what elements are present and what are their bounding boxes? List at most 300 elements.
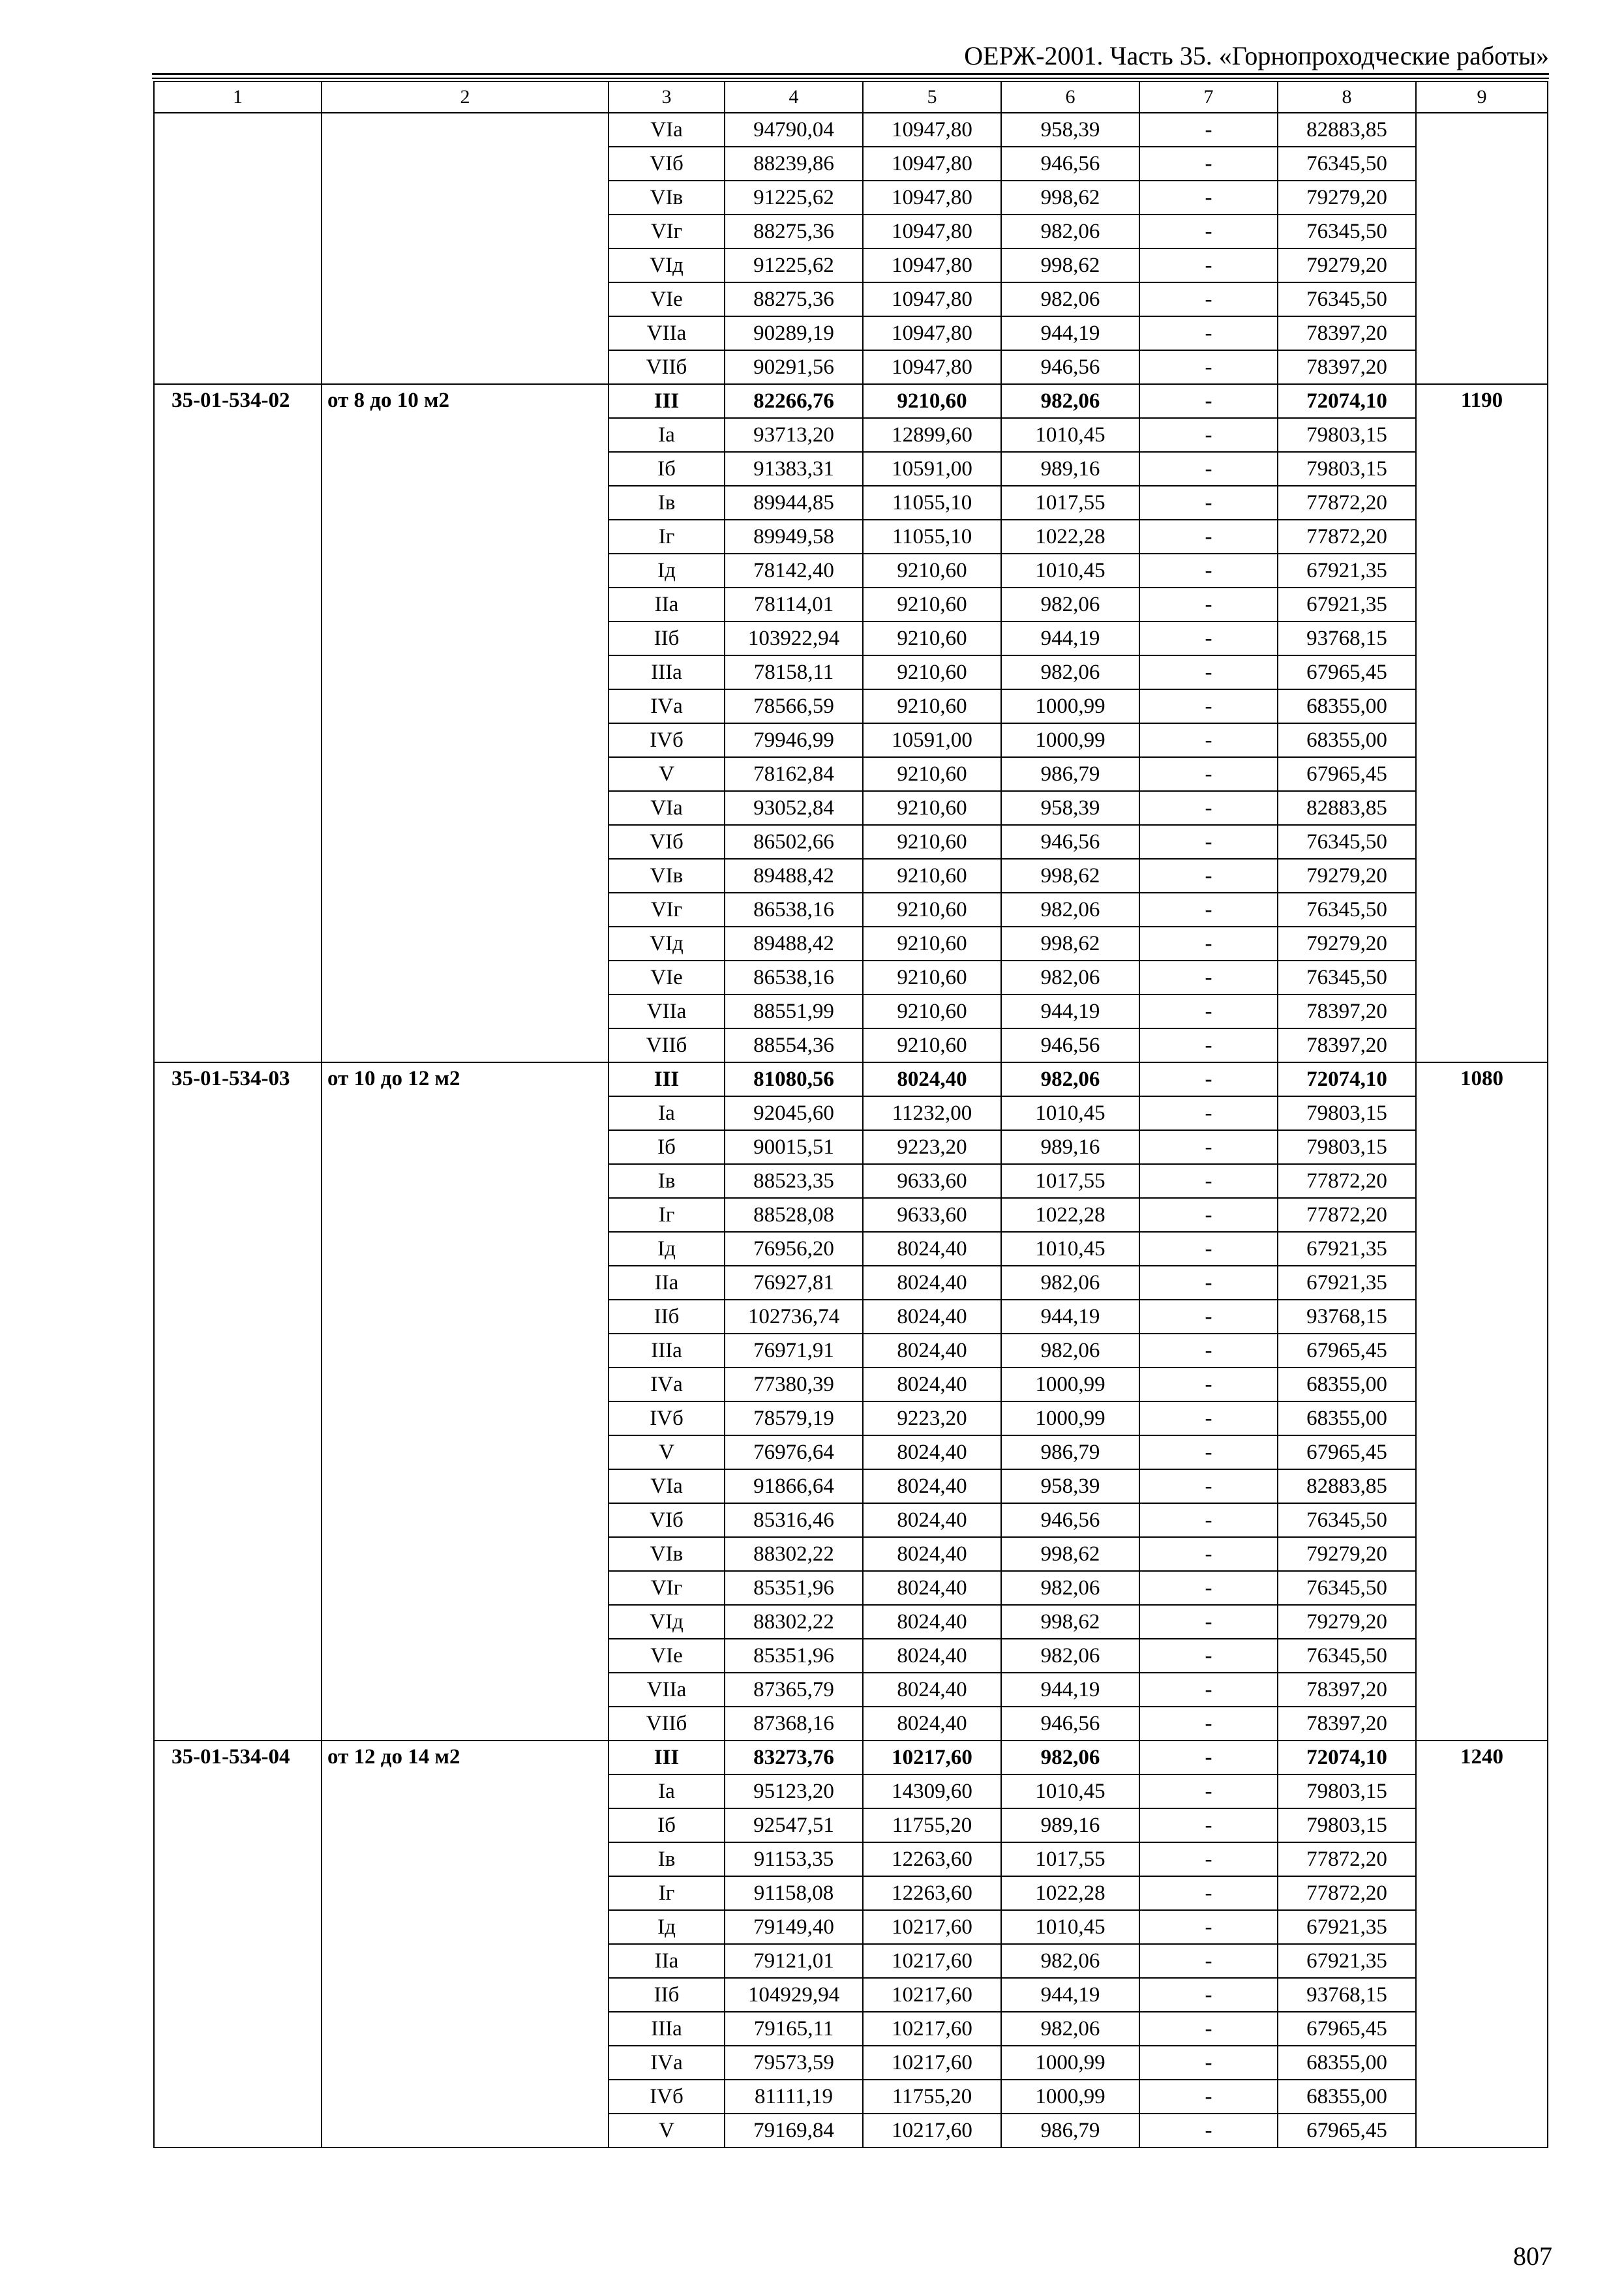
table-cell: 9633,60 [863,1198,1001,1232]
table-cell: - [1139,1164,1278,1198]
table-cell: 10217,60 [863,2046,1001,2080]
table-cell: IIб [609,621,725,655]
table-cell: 944,19 [1001,995,1139,1028]
table-cell: - [1139,248,1278,282]
table-cell: - [1139,1910,1278,1944]
table-cell: 76345,50 [1278,147,1416,181]
table-cell: 1000,99 [1001,723,1139,757]
table-cell: - [1139,147,1278,181]
table-cell: - [1139,1232,1278,1266]
table-cell: 79279,20 [1278,927,1416,961]
table-cell: - [1139,452,1278,486]
table-cell: VIд [609,1605,725,1639]
table-cell: 11055,10 [863,486,1001,520]
resource-code-cell: 35-01-534-02 [154,384,322,1062]
table-cell: 78397,20 [1278,316,1416,350]
table-cell: 78566,59 [725,689,863,723]
table-cell: 104929,94 [725,1978,863,2012]
table-cell: 77380,39 [725,1368,863,1401]
table-cell: 87368,16 [725,1707,863,1741]
column-number: 8 [1278,82,1416,113]
table-cell: 67921,35 [1278,1944,1416,1978]
table-cell: 85351,96 [725,1571,863,1605]
table-cell: 9210,60 [863,655,1001,689]
table-cell: 10947,80 [863,181,1001,215]
table-cell: 79279,20 [1278,1605,1416,1639]
table-cell: 79121,01 [725,1944,863,1978]
table-cell: 10217,60 [863,1741,1001,1774]
price-table [153,81,1548,2148]
table-cell: - [1139,1401,1278,1435]
table-cell: 78397,20 [1278,1028,1416,1062]
table-cell: 998,62 [1001,248,1139,282]
table-cell: 79803,15 [1278,452,1416,486]
table-cell: 93713,20 [725,418,863,452]
table-cell: IVа [609,689,725,723]
table-cell: 11755,20 [863,1808,1001,1842]
table-cell: 8024,40 [863,1503,1001,1537]
running-header: ОЕРЖ-2001. Часть 35. «Горнопроходческие работы» [964,41,1549,70]
cross-section-range-cell: от 8 до 10 м2 [322,384,609,1062]
table-cell: 76345,50 [1278,1571,1416,1605]
table-cell: 76345,50 [1278,1639,1416,1673]
table-cell: 998,62 [1001,927,1139,961]
table-cell: 78397,20 [1278,1673,1416,1707]
table-cell: 9210,60 [863,757,1001,791]
table-cell: VIа [609,1469,725,1503]
table-cell: 10947,80 [863,248,1001,282]
table-cell: 8024,40 [863,1469,1001,1503]
table-cell: VIIа [609,1673,725,1707]
table-cell: - [1139,2114,1278,2147]
table-cell: Iг [609,1198,725,1232]
table-cell: 982,06 [1001,1741,1139,1774]
table-cell: IIа [609,588,725,621]
table-cell: - [1139,486,1278,520]
table-cell: VIв [609,181,725,215]
table-cell: 67921,35 [1278,1232,1416,1266]
table-cell: 946,56 [1001,825,1139,859]
table-cell: 10947,80 [863,282,1001,316]
table-cell: VIе [609,1639,725,1673]
table-cell: VIг [609,893,725,927]
table-cell: 79803,15 [1278,1808,1416,1842]
table-cell: 77872,20 [1278,1164,1416,1198]
table-cell: 91866,64 [725,1469,863,1503]
table-cell: 67965,45 [1278,655,1416,689]
table-cell: 982,06 [1001,1062,1139,1096]
table-cell: 79279,20 [1278,1537,1416,1571]
table-cell: 998,62 [1001,1605,1139,1639]
table-cell: 78158,11 [725,655,863,689]
table-cell: 83273,76 [725,1741,863,1774]
table-cell: 76345,50 [1278,215,1416,248]
table-cell: 944,19 [1001,1673,1139,1707]
table-cell: 67921,35 [1278,554,1416,588]
table-cell: IIб [609,1978,725,2012]
column-number: 4 [725,82,863,113]
table-cell: 78114,01 [725,588,863,621]
table-cell: 982,06 [1001,1334,1139,1368]
table-cell: 93768,15 [1278,1978,1416,2012]
table-cell: Iб [609,1808,725,1842]
table-cell: 1022,28 [1001,1198,1139,1232]
table-cell: 67921,35 [1278,1910,1416,1944]
table-cell: 79169,84 [725,2114,863,2147]
table-cell: IIIа [609,1334,725,1368]
table-cell: 77872,20 [1278,1876,1416,1910]
table-cell: 944,19 [1001,621,1139,655]
table-cell: 10217,60 [863,1910,1001,1944]
table-cell: VIIб [609,350,725,384]
table-cell: 76927,81 [725,1266,863,1300]
table-cell: IVа [609,2046,725,2080]
table-cell: III [609,1741,725,1774]
table-cell: - [1139,1876,1278,1910]
table-cell: 92547,51 [725,1808,863,1842]
table-cell: 8024,40 [863,1232,1001,1266]
table-cell: 85351,96 [725,1639,863,1673]
table-row [154,384,1548,418]
table-cell: 8024,40 [863,1300,1001,1334]
table-cell: 81111,19 [725,2080,863,2114]
table-cell: 989,16 [1001,1808,1139,1842]
table-cell: 958,39 [1001,113,1139,147]
table-cell: 91158,08 [725,1876,863,1910]
table-cell: VIе [609,282,725,316]
table-cell: - [1139,1673,1278,1707]
table-cell: 9210,60 [863,554,1001,588]
table-cell: - [1139,1571,1278,1605]
table-cell: 9210,60 [863,859,1001,893]
table-cell: VIд [609,248,725,282]
table-cell: 88554,36 [725,1028,863,1062]
table-cell: 91383,31 [725,452,863,486]
table-cell: 982,06 [1001,655,1139,689]
table-cell: 1010,45 [1001,1910,1139,1944]
table-cell: 88275,36 [725,282,863,316]
table-cell: VIIа [609,316,725,350]
table-cell: 9633,60 [863,1164,1001,1198]
table-cell: - [1139,1537,1278,1571]
table-cell: 85316,46 [725,1503,863,1537]
table-cell: 79803,15 [1278,1130,1416,1164]
table-cell: 958,39 [1001,1469,1139,1503]
table-cell: - [1139,554,1278,588]
table-cell: - [1139,1435,1278,1469]
table-cell: 79573,59 [725,2046,863,2080]
table-cell: 76345,50 [1278,282,1416,316]
table-cell: 946,56 [1001,1503,1139,1537]
table-cell: 72074,10 [1278,1741,1416,1774]
table-cell: 1017,55 [1001,486,1139,520]
table-cell: - [1139,757,1278,791]
table-cell: 11232,00 [863,1096,1001,1130]
table-cell: - [1139,2046,1278,2080]
table-cell: VIг [609,215,725,248]
table-cell: 982,06 [1001,588,1139,621]
table-cell: 8024,40 [863,1707,1001,1741]
table-cell: - [1139,1130,1278,1164]
table-cell: 93768,15 [1278,1300,1416,1334]
table-cell: 10947,80 [863,147,1001,181]
table-cell: 9210,60 [863,1028,1001,1062]
table-cell: 8024,40 [863,1673,1001,1707]
table-cell: VIг [609,1571,725,1605]
table-cell: 9210,60 [863,384,1001,418]
table-cell: 88551,99 [725,995,863,1028]
table-cell: 78397,20 [1278,1707,1416,1741]
table-cell: 95123,20 [725,1774,863,1808]
table-cell: 68355,00 [1278,723,1416,757]
table-cell: 10947,80 [863,350,1001,384]
table-cell: 1017,55 [1001,1164,1139,1198]
table-cell: 79165,11 [725,2012,863,2046]
table-cell: 88302,22 [725,1537,863,1571]
table-cell: - [1139,1062,1278,1096]
norm-value-cell: 1080 [1416,1062,1548,1741]
table-cell: Iг [609,520,725,554]
table-cell: IIIа [609,655,725,689]
table-cell: 1000,99 [1001,689,1139,723]
table-cell: 9210,60 [863,689,1001,723]
table-cell: 989,16 [1001,1130,1139,1164]
column-number-row [154,82,1548,113]
table-cell: VIIб [609,1707,725,1741]
table-cell: 82266,76 [725,384,863,418]
table-cell: 986,79 [1001,2114,1139,2147]
table-cell: 982,06 [1001,282,1139,316]
table-cell: - [1139,2080,1278,2114]
table-cell: - [1139,384,1278,418]
table-cell: 88523,35 [725,1164,863,1198]
table-cell: 67965,45 [1278,1334,1416,1368]
table-cell: 9210,60 [863,825,1001,859]
column-number: 5 [863,82,1001,113]
table-cell: - [1139,723,1278,757]
table-cell: 9223,20 [863,1401,1001,1435]
table-cell: - [1139,1707,1278,1741]
table-cell: 76345,50 [1278,893,1416,927]
table-body [154,82,1548,2147]
resource-code-cell: 35-01-534-04 [154,1741,322,2147]
table-cell: VIIа [609,995,725,1028]
table-cell: - [1139,1808,1278,1842]
table-cell: 92045,60 [725,1096,863,1130]
table-cell: 1022,28 [1001,520,1139,554]
resource-code-cell [154,113,322,384]
table-cell: 998,62 [1001,1537,1139,1571]
table-cell: 79149,40 [725,1910,863,1944]
table-cell: - [1139,1503,1278,1537]
table-cell: Iд [609,1232,725,1266]
table-cell: 76956,20 [725,1232,863,1266]
table-cell: 67965,45 [1278,757,1416,791]
table-cell: - [1139,418,1278,452]
table-cell: 94790,04 [725,113,863,147]
table-cell: 10217,60 [863,2012,1001,2046]
cross-section-range-cell: от 12 до 14 м2 [322,1741,609,2147]
table-cell: 10947,80 [863,215,1001,248]
column-number: 6 [1001,82,1139,113]
table-cell: - [1139,1978,1278,2012]
table-cell: 982,06 [1001,961,1139,995]
table-cell: 10947,80 [863,316,1001,350]
table-cell: 8024,40 [863,1368,1001,1401]
table-cell: 8024,40 [863,1571,1001,1605]
table-cell: 9210,60 [863,927,1001,961]
table-cell: 982,06 [1001,1639,1139,1673]
table-cell: 88302,22 [725,1605,863,1639]
table-cell: - [1139,655,1278,689]
table-cell: - [1139,1300,1278,1334]
table-cell: - [1139,1028,1278,1062]
table-cell: 78397,20 [1278,350,1416,384]
table-cell: 67921,35 [1278,1266,1416,1300]
table-cell: Iа [609,418,725,452]
table-cell: 9210,60 [863,995,1001,1028]
table-cell: Iд [609,1910,725,1944]
table-cell: Iа [609,1774,725,1808]
table-cell: 9210,60 [863,961,1001,995]
table-cell: 1010,45 [1001,418,1139,452]
table-cell: 89944,85 [725,486,863,520]
table-cell: 982,06 [1001,1944,1139,1978]
table-cell: Iв [609,1842,725,1876]
table-cell: 91153,35 [725,1842,863,1876]
table-cell: 76976,64 [725,1435,863,1469]
table-cell: 10591,00 [863,452,1001,486]
table-cell: - [1139,1198,1278,1232]
table-cell: - [1139,113,1278,147]
table-cell: IVа [609,1368,725,1401]
table-cell: 944,19 [1001,1300,1139,1334]
table-cell: 946,56 [1001,147,1139,181]
column-number: 7 [1139,82,1278,113]
table-cell: 982,06 [1001,1266,1139,1300]
header-rule-thick [152,73,1549,75]
table-cell: 982,06 [1001,2012,1139,2046]
table-cell: 68355,00 [1278,1401,1416,1435]
table-cell: VIа [609,791,725,825]
table-cell: Iа [609,1096,725,1130]
table-cell: - [1139,1334,1278,1368]
table-cell: 77872,20 [1278,1198,1416,1232]
table-cell: 944,19 [1001,1978,1139,2012]
table-cell: 103922,94 [725,621,863,655]
table-cell: - [1139,1842,1278,1876]
table-cell: 946,56 [1001,1028,1139,1062]
table-cell: 8024,40 [863,1266,1001,1300]
table-cell: 8024,40 [863,1537,1001,1571]
table-cell: - [1139,1469,1278,1503]
table-cell: - [1139,961,1278,995]
table-cell: IIIа [609,2012,725,2046]
table-cell: Iб [609,1130,725,1164]
table-cell: 79279,20 [1278,248,1416,282]
table-cell: 1000,99 [1001,2080,1139,2114]
table-cell: 9223,20 [863,1130,1001,1164]
table-cell: 67921,35 [1278,588,1416,621]
table-cell: 982,06 [1001,1571,1139,1605]
table-cell: 90015,51 [725,1130,863,1164]
table-cell: 946,56 [1001,350,1139,384]
table-cell: 79279,20 [1278,181,1416,215]
table-cell: - [1139,893,1278,927]
table-cell: 9210,60 [863,621,1001,655]
table-cell: - [1139,1368,1278,1401]
table-cell: 14309,60 [863,1774,1001,1808]
table-cell: Iв [609,1164,725,1198]
table-cell: 77872,20 [1278,1842,1416,1876]
table-cell: 67965,45 [1278,2114,1416,2147]
table-cell: 86502,66 [725,825,863,859]
table-cell: 958,39 [1001,791,1139,825]
table-cell: 93052,84 [725,791,863,825]
table-cell: 78397,20 [1278,995,1416,1028]
table-cell: 88275,36 [725,215,863,248]
table-cell: 944,19 [1001,316,1139,350]
table-cell: 1022,28 [1001,1876,1139,1910]
table-row [154,1062,1548,1096]
table-cell: VIд [609,927,725,961]
table-cell: 8024,40 [863,1435,1001,1469]
table-cell: - [1139,859,1278,893]
column-number: 1 [154,82,322,113]
page-number: 807 [1513,2241,1552,2271]
table-cell: 88528,08 [725,1198,863,1232]
table-cell: 1010,45 [1001,1096,1139,1130]
table-cell: 989,16 [1001,452,1139,486]
table-cell: - [1139,2012,1278,2046]
table-cell: - [1139,791,1278,825]
table-cell: 68355,00 [1278,1368,1416,1401]
table-cell: IIа [609,1944,725,1978]
table-cell: 1000,99 [1001,2046,1139,2080]
table-cell: 76971,91 [725,1334,863,1368]
table-cell: VIа [609,113,725,147]
table-cell: 91225,62 [725,248,863,282]
table-cell: - [1139,588,1278,621]
table-cell: 82883,85 [1278,113,1416,147]
table-cell: 8024,40 [863,1605,1001,1639]
table-cell: 982,06 [1001,893,1139,927]
norm-value-cell: 1190 [1416,384,1548,1062]
table-cell: 68355,00 [1278,2046,1416,2080]
table-cell: 12899,60 [863,418,1001,452]
table-cell: 982,06 [1001,384,1139,418]
header-rule-thin [152,78,1549,79]
table-cell: - [1139,1741,1278,1774]
table-cell: 9210,60 [863,893,1001,927]
table-cell: 78162,84 [725,757,863,791]
table-cell: 10217,60 [863,2114,1001,2147]
table-cell: - [1139,1605,1278,1639]
table-cell: - [1139,1096,1278,1130]
table-cell: 79803,15 [1278,1774,1416,1808]
table-cell: 68355,00 [1278,689,1416,723]
table-cell: - [1139,520,1278,554]
table-cell: - [1139,350,1278,384]
table-cell: Iд [609,554,725,588]
table-cell: - [1139,1266,1278,1300]
table-cell: 11055,10 [863,520,1001,554]
table-cell: - [1139,927,1278,961]
table-cell: 82883,85 [1278,1469,1416,1503]
table-cell: 986,79 [1001,1435,1139,1469]
table-cell: 1000,99 [1001,1401,1139,1435]
table-cell: 89949,58 [725,520,863,554]
